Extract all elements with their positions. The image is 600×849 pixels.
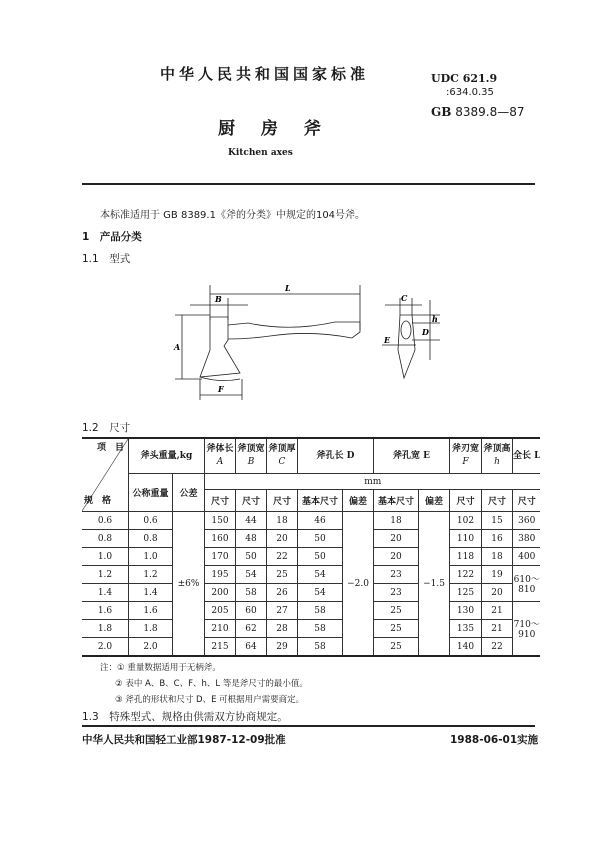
header-D: 斧孔长 D (298, 438, 374, 474)
L-cell: 380 (513, 530, 541, 548)
gb-prefix: GB (431, 105, 452, 119)
header-tolerance: 公差 (173, 474, 205, 512)
spec-cell: 1.0 (82, 548, 129, 566)
L-cell: 400 (513, 548, 541, 566)
F-cell: 118 (450, 548, 482, 566)
corner-bottom-label: 规 格 (84, 496, 112, 506)
B-cell: 54 (236, 566, 267, 584)
L-cell: 710～910 (513, 602, 541, 657)
E-basic-cell: 20 (374, 548, 419, 566)
C-cell: 18 (267, 512, 298, 530)
label-L: L (285, 283, 291, 293)
header-weight: 斧头重量,kg (129, 438, 205, 474)
standard-number (431, 105, 524, 119)
B-cell: 44 (236, 512, 267, 530)
C-cell: 20 (267, 530, 298, 548)
spec-cell: 1.6 (82, 602, 129, 620)
h-cell: 16 (482, 530, 513, 548)
h-cell: 22 (482, 638, 513, 657)
section-1-1-heading: 1.1 型式 (82, 253, 131, 265)
B-cell: 58 (236, 584, 267, 602)
header-E: 斧孔宽 E (374, 438, 450, 474)
document-title: 厨 房 斧 (218, 119, 331, 139)
spec-cell: 1.4 (82, 584, 129, 602)
udc-code-2: :634.0.35 (446, 87, 494, 98)
table-row (82, 620, 540, 638)
A-cell: 170 (205, 548, 236, 566)
D-basic-cell: 50 (298, 548, 343, 566)
label-E: E (384, 335, 391, 345)
document-title-en: Kitchen axes (228, 148, 293, 158)
subheader-size: 尺寸 (205, 490, 236, 512)
F-cell: 135 (450, 620, 482, 638)
D-basic-cell: 54 (298, 566, 343, 584)
section-1-2-heading: 1.2 尺寸 (82, 422, 131, 434)
label-D: D (422, 327, 429, 337)
header-unit: mm (205, 474, 541, 490)
subheader-size: 尺寸 (513, 490, 541, 512)
E-basic-cell: 23 (374, 566, 419, 584)
F-cell: 130 (450, 602, 482, 620)
note-3: ③ 斧孔的形状和尺寸 D、E 可根据用户需要商定。 (115, 695, 305, 705)
h-cell: 15 (482, 512, 513, 530)
B-cell: 64 (236, 638, 267, 657)
B-cell: 62 (236, 620, 267, 638)
subheader-basic-size: 基本尺寸 (298, 490, 343, 512)
F-cell: 140 (450, 638, 482, 657)
header-divider (82, 183, 535, 185)
D-basic-cell: 54 (298, 584, 343, 602)
E-basic-cell: 23 (374, 584, 419, 602)
subheader-size: 尺寸 (450, 490, 482, 512)
label-B: B (215, 294, 222, 304)
section-1-3-text: 1.3 特殊型式、规格由供需双方协商规定。 (82, 711, 288, 723)
section-1-heading: 1 产品分类 (82, 231, 142, 243)
h-cell: 21 (482, 602, 513, 620)
note-1: 注：① 重量数据适用于无柄斧。 (100, 663, 221, 673)
L-cell: 610～810 (513, 566, 541, 602)
C-cell: 26 (267, 584, 298, 602)
table-row (82, 602, 540, 620)
corner-top-label: 项 目 (96, 443, 124, 453)
table-row (82, 584, 540, 602)
subheader-deviation: 偏差 (419, 490, 450, 512)
table-row (82, 566, 540, 584)
h-cell: 21 (482, 620, 513, 638)
header-B: 斧顶宽 B (236, 438, 267, 474)
spec-cell: 0.8 (82, 530, 129, 548)
note-2: ② 表中 A、B、C、F、h、L 等是斧尺寸的最小值。 (115, 679, 308, 689)
h-cell: 18 (482, 548, 513, 566)
B-cell: 50 (236, 548, 267, 566)
label-F: F (218, 384, 224, 394)
intro-text: 本标准适用于 GB 8389.1《斧的分类》中规定的104号斧。 (100, 210, 366, 221)
nominal-weight-cell: 1.8 (129, 620, 173, 638)
label-C: C (401, 293, 408, 303)
F-cell: 110 (450, 530, 482, 548)
D-basic-cell: 50 (298, 530, 343, 548)
E-deviation-cell: −1.5 (419, 512, 450, 657)
C-cell: 22 (267, 548, 298, 566)
label-h: h (432, 314, 438, 324)
header-L: 全长 L (513, 438, 541, 474)
nominal-weight-cell: 1.2 (129, 566, 173, 584)
A-cell: 210 (205, 620, 236, 638)
E-basic-cell: 25 (374, 638, 419, 657)
subheader-basic-size: 基本尺寸 (374, 490, 419, 512)
D-basic-cell: 58 (298, 602, 343, 620)
table-row (82, 512, 540, 530)
E-basic-cell: 20 (374, 530, 419, 548)
header-nominal: 公称重量 (129, 474, 173, 512)
h-cell: 19 (482, 566, 513, 584)
effective-date: 1988-06-01实施 (450, 734, 539, 746)
B-cell: 60 (236, 602, 267, 620)
tolerance-cell: ±6% (173, 512, 205, 657)
table-row (82, 530, 540, 548)
udc-code: UDC 621.9 (431, 72, 498, 85)
footer-divider (82, 725, 535, 727)
spec-cell: 0.6 (82, 512, 129, 530)
F-cell: 122 (450, 566, 482, 584)
spec-cell: 2.0 (82, 638, 129, 657)
approval-text: 中华人民共和国轻工业部1987-12-09批准 (82, 734, 286, 746)
nominal-weight-cell: 1.0 (129, 548, 173, 566)
subheader-deviation: 偏差 (343, 490, 374, 512)
E-basic-cell: 18 (374, 512, 419, 530)
spec-cell: 1.8 (82, 620, 129, 638)
header-A: 斧体长 A (205, 438, 236, 474)
spec-cell: 1.2 (82, 566, 129, 584)
F-cell: 125 (450, 584, 482, 602)
L-cell: 360 (513, 512, 541, 530)
A-cell: 200 (205, 584, 236, 602)
nominal-weight-cell: 1.4 (129, 584, 173, 602)
table-row (82, 638, 540, 657)
axe-diagram (160, 270, 460, 405)
subheader-size: 尺寸 (236, 490, 267, 512)
C-cell: 29 (267, 638, 298, 657)
dimensions-table (82, 437, 540, 657)
subheader-size: 尺寸 (267, 490, 298, 512)
nominal-weight-cell: 0.6 (129, 512, 173, 530)
D-deviation-cell: −2.0 (343, 512, 374, 657)
E-basic-cell: 25 (374, 620, 419, 638)
F-cell: 102 (450, 512, 482, 530)
C-cell: 27 (267, 602, 298, 620)
issuing-org: 中华人民共和国国家标准 (160, 65, 370, 83)
table-row (82, 548, 540, 566)
h-cell: 20 (482, 584, 513, 602)
header-F: 斧刃宽 F (450, 438, 482, 474)
header-C: 斧顶厚 C (267, 438, 298, 474)
C-cell: 25 (267, 566, 298, 584)
A-cell: 160 (205, 530, 236, 548)
A-cell: 215 (205, 638, 236, 657)
nominal-weight-cell: 2.0 (129, 638, 173, 657)
C-cell: 28 (267, 620, 298, 638)
D-basic-cell: 46 (298, 512, 343, 530)
B-cell: 48 (236, 530, 267, 548)
A-cell: 150 (205, 512, 236, 530)
gb-number: 8389.8—87 (455, 105, 525, 119)
D-basic-cell: 58 (298, 620, 343, 638)
A-cell: 205 (205, 602, 236, 620)
label-A: A (174, 342, 181, 352)
nominal-weight-cell: 1.6 (129, 602, 173, 620)
corner-cell (82, 438, 129, 512)
header-h: 斧顶高 h (482, 438, 513, 474)
nominal-weight-cell: 0.8 (129, 530, 173, 548)
A-cell: 195 (205, 566, 236, 584)
D-basic-cell: 58 (298, 638, 343, 657)
subheader-size: 尺寸 (482, 490, 513, 512)
E-basic-cell: 25 (374, 602, 419, 620)
